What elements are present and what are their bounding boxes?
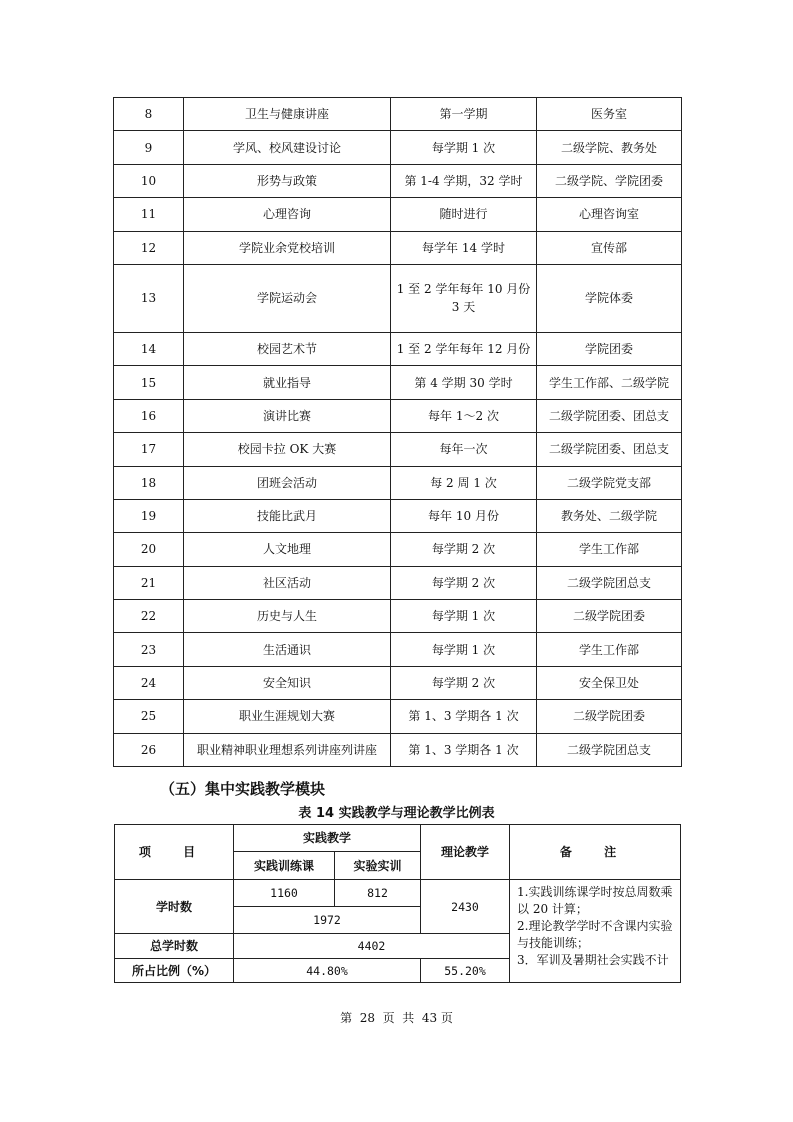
- activity-time: 每 2 周 1 次: [391, 466, 537, 499]
- activity-name: 安全知识: [184, 666, 391, 699]
- practice-ratio: 44.80%: [234, 959, 421, 983]
- activity-time: 每年一次: [391, 433, 537, 466]
- header-practice: 实践教学: [234, 825, 421, 852]
- remark-note: 3．军训及暑期社会实践不计: [517, 953, 669, 967]
- activity-department: 二级学院团委: [537, 700, 682, 733]
- activity-table: [113, 97, 682, 767]
- ratio-table: [114, 824, 681, 983]
- activity-name: 职业精神职业理想系列讲座列讲座: [184, 733, 391, 766]
- activity-name: 技能比武月: [184, 499, 391, 532]
- activity-time: 每学期 2 次: [391, 533, 537, 566]
- activity-time: 每年 10 月份: [391, 499, 537, 532]
- activity-number: 22: [114, 600, 184, 633]
- activity-name: 生活通识: [184, 633, 391, 666]
- header-item: 项 目: [115, 825, 234, 880]
- table-row: [114, 533, 682, 566]
- activity-time: 每学期 2 次: [391, 566, 537, 599]
- activity-name: 学院业余党校培训: [184, 231, 391, 264]
- activity-department: 学生工作部: [537, 533, 682, 566]
- activity-number: 14: [114, 332, 184, 365]
- activity-time: 第 1、3 学期各 1 次: [391, 700, 537, 733]
- remarks-notes: [510, 880, 681, 983]
- activity-name: 演讲比赛: [184, 399, 391, 432]
- activity-number: 17: [114, 433, 184, 466]
- activity-department: 宣传部: [537, 231, 682, 264]
- activity-name: 心理咨询: [184, 198, 391, 231]
- activity-number: 18: [114, 466, 184, 499]
- total-hours: 4402: [234, 934, 510, 959]
- activity-number: 13: [114, 264, 184, 332]
- activity-number: 11: [114, 198, 184, 231]
- theory-hours: 2430: [421, 880, 510, 934]
- activity-time: 第 1、3 学期各 1 次: [391, 733, 537, 766]
- activity-department: 心理咨询室: [537, 198, 682, 231]
- hours-label: 学时数: [115, 880, 234, 934]
- table-row: [114, 733, 682, 766]
- activity-name: 就业指导: [184, 366, 391, 399]
- activity-time: 每学期 1 次: [391, 600, 537, 633]
- table-caption: 表 14 实践教学与理论教学比例表: [298, 806, 495, 821]
- table-row: [114, 499, 682, 532]
- page-footer: 第 28 页 共 43 页: [340, 1011, 453, 1025]
- activity-number: 19: [114, 499, 184, 532]
- activity-number: 23: [114, 633, 184, 666]
- activity-department: 二级学院团委、团总支: [537, 433, 682, 466]
- table-row: [114, 399, 682, 432]
- table-row: [114, 666, 682, 699]
- activity-number: 16: [114, 399, 184, 432]
- activity-time: 每学期 2 次: [391, 666, 537, 699]
- practice-training-hours: 1160: [234, 880, 335, 907]
- activity-name: 学风、校风建设讨论: [184, 131, 391, 164]
- activity-department: 教务处、二级学院: [537, 499, 682, 532]
- activity-time: 1 至 2 学年每年 10 月份 3 天: [391, 264, 537, 332]
- activity-department: 二级学院党支部: [537, 466, 682, 499]
- table-row: [114, 231, 682, 264]
- ratio-header-row-1: [115, 825, 681, 852]
- activity-number: 9: [114, 131, 184, 164]
- total-hours-label: 总学时数: [115, 934, 234, 959]
- lab-training-hours: 812: [335, 880, 421, 907]
- activity-time: 第一学期: [391, 98, 537, 131]
- activity-name: 学院运动会: [184, 264, 391, 332]
- table-row: [114, 466, 682, 499]
- remark-note: 2.理论教学学时不含课内实验与技能训练；: [517, 919, 673, 950]
- activity-department: 学院团委: [537, 332, 682, 365]
- activity-department: 学院体委: [537, 264, 682, 332]
- activity-number: 8: [114, 98, 184, 131]
- ratio-label: 所占比例（%）: [115, 959, 234, 983]
- header-remarks: 备 注: [510, 825, 681, 880]
- table-row: [114, 433, 682, 466]
- activity-time: 每学年 14 学时: [391, 231, 537, 264]
- table-row: [114, 198, 682, 231]
- activity-department: 二级学院团委: [537, 600, 682, 633]
- activity-department: 医务室: [537, 98, 682, 131]
- activity-department: 二级学院团总支: [537, 566, 682, 599]
- table-row: [114, 131, 682, 164]
- activity-number: 24: [114, 666, 184, 699]
- activity-department: 二级学院、教务处: [537, 131, 682, 164]
- activity-name: 校园艺术节: [184, 332, 391, 365]
- activity-number: 12: [114, 231, 184, 264]
- table-row: [114, 633, 682, 666]
- table-row: [114, 264, 682, 332]
- activity-department: 安全保卫处: [537, 666, 682, 699]
- header-lab-training: 实验实训: [335, 852, 421, 880]
- activity-time: 每学期 1 次: [391, 633, 537, 666]
- table-row: [114, 600, 682, 633]
- table-row: [114, 366, 682, 399]
- activity-time: 第 4 学期 30 学时: [391, 366, 537, 399]
- section-heading: （五）集中实践教学模块: [160, 780, 326, 798]
- activity-department: 二级学院团总支: [537, 733, 682, 766]
- activity-number: 15: [114, 366, 184, 399]
- activity-name: 人文地理: [184, 533, 391, 566]
- header-practice-training: 实践训练课: [234, 852, 335, 880]
- activity-name: 社区活动: [184, 566, 391, 599]
- activity-table-body: [114, 98, 682, 767]
- table-row: [114, 164, 682, 197]
- activity-number: 26: [114, 733, 184, 766]
- header-theory: 理论教学: [421, 825, 510, 880]
- activity-department: 学生工作部: [537, 633, 682, 666]
- activity-number: 21: [114, 566, 184, 599]
- activity-time: 每学期 1 次: [391, 131, 537, 164]
- activity-number: 10: [114, 164, 184, 197]
- activity-number: 25: [114, 700, 184, 733]
- activity-time: 每年 1～2 次: [391, 399, 537, 432]
- remark-note: 1.实践训练课学时按总周数乘以 20 计算；: [517, 885, 673, 916]
- activity-department: 二级学院、学院团委: [537, 164, 682, 197]
- activity-name: 历史与人生: [184, 600, 391, 633]
- activity-name: 校园卡拉 OK 大赛: [184, 433, 391, 466]
- theory-ratio: 55.20%: [421, 959, 510, 983]
- table-row: [114, 700, 682, 733]
- activity-time: 第 1-4 学期，32 学时: [391, 164, 537, 197]
- activity-department: 学生工作部、二级学院: [537, 366, 682, 399]
- activity-time: 1 至 2 学年每年 12 月份: [391, 332, 537, 365]
- activity-name: 职业生涯规划大赛: [184, 700, 391, 733]
- activity-name: 形势与政策: [184, 164, 391, 197]
- practice-total-hours: 1972: [234, 907, 421, 934]
- activity-time: 随时进行: [391, 198, 537, 231]
- activity-name: 卫生与健康讲座: [184, 98, 391, 131]
- table-row: [114, 98, 682, 131]
- table-row: [114, 332, 682, 365]
- ratio-hours-row: [115, 880, 681, 907]
- activity-name: 团班会活动: [184, 466, 391, 499]
- activity-department: 二级学院团委、团总支: [537, 399, 682, 432]
- activity-number: 20: [114, 533, 184, 566]
- table-row: [114, 566, 682, 599]
